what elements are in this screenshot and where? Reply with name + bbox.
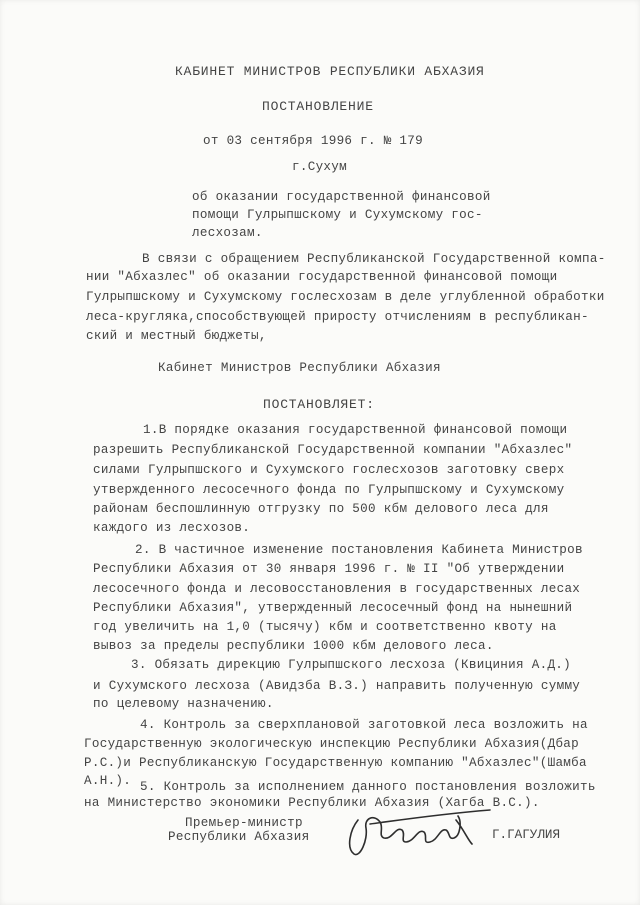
issuer: Кабинет Министров Республики Абхазия: [158, 361, 441, 375]
date-and-number: от 03 сентября 1996 г. № 179: [203, 134, 424, 148]
clause-line: 2. В частичное изменение постановления Кабинета Министров: [135, 543, 583, 557]
clause-line: на Министерство экономики Республики Абхазия (Хагба В.С.).: [84, 796, 540, 810]
clause-line: вывоз за пределы республики 1000 кбм делового леса.: [93, 639, 494, 653]
clause-line: Республики Абхазия", утвержденный лесосечный фонд на нынешний: [93, 601, 573, 615]
resolves-heading: ПОСТАНОВЛЯЕТ:: [263, 397, 375, 412]
subject-line: помощи Гулрыпшскому и Сухумскому гос-: [192, 208, 483, 222]
signatory-name: Г.ГАГУЛИЯ: [492, 828, 561, 842]
clause-line: по целевому назначению.: [93, 697, 274, 711]
clause-line: 5. Контроль за исполнением данного постановления возложить: [140, 780, 596, 794]
cabinet-heading: КАБИНЕТ МИНИСТРОВ РЕСПУБЛИКИ АБХАЗИЯ: [175, 64, 485, 79]
preamble-line: Гулрыпшскому и Сухумскому гослесхозам в деле углубленной обработки: [86, 290, 605, 304]
clause-line: год увеличить на 1,0 (тысячу) кбм и соответственно квоту на: [93, 620, 557, 634]
clause-line: утвержденного лесосечного фонда по Гулрыпшскому и Сухумскому: [93, 483, 565, 497]
clause-line: А.Н.).: [84, 774, 132, 788]
signatory-title: Республики Абхазия: [168, 830, 310, 844]
clause-line: районам беспошлинную отгрузку по 500 кбм делового леса для: [93, 502, 549, 516]
clause-line: 1.В порядке оказания государственной финансовой помощи: [143, 423, 568, 437]
handwritten-signature: [340, 800, 500, 864]
clause-line: Государственную экологическую инспекцию Республики Абхазия(Дбар: [84, 737, 580, 751]
preamble-line: нии "Абхазлес" об оказании государственной финансовой помощи: [86, 270, 558, 284]
clause-line: и Сухумского лесхоза (Авидзба В.З.) направить полученную сумму: [93, 679, 581, 693]
clause-line: Р.С.)и Республиканскую Государственную компанию "Абхазлес"(Шамба: [84, 756, 587, 770]
clause-line: 3. Обязать дирекцию Гулрыпшского лесхоза (Квициния А.Д.): [131, 658, 572, 672]
clause-line: каждого из лесхозов.: [93, 521, 251, 535]
subject-line: об оказании государственной финансовой: [192, 190, 491, 204]
preamble-line: ский и местный бюджеты,: [86, 329, 267, 343]
clause-line: лесосечного фонда и лесовосстановления в государственных лесах: [93, 582, 581, 596]
preamble-line: В связи с обращением Республиканской Государственной компа-: [142, 252, 606, 266]
clause-line: Республики Абхазия от 30 января 1996 г. № II "Об утверждении: [93, 562, 565, 576]
document-type: ПОСТАНОВЛЕНИЕ: [262, 99, 374, 114]
clause-line: разрешить Республиканской Государственной компании "Абхазлес": [93, 443, 573, 457]
clause-line: силами Гулрыпшского и Сухумского гослесхозов заготовку сверх: [93, 463, 565, 477]
preamble-line: леса-кругляка,способствующей приросту отчислениям в республикан-: [86, 310, 589, 324]
city: г.Сухум: [292, 160, 348, 174]
signatory-title: Премьер-министр: [185, 816, 303, 830]
subject-line: лесхозам.: [192, 226, 263, 240]
clause-line: 4. Контроль за сверхплановой заготовкой леса возложить на: [140, 718, 588, 732]
